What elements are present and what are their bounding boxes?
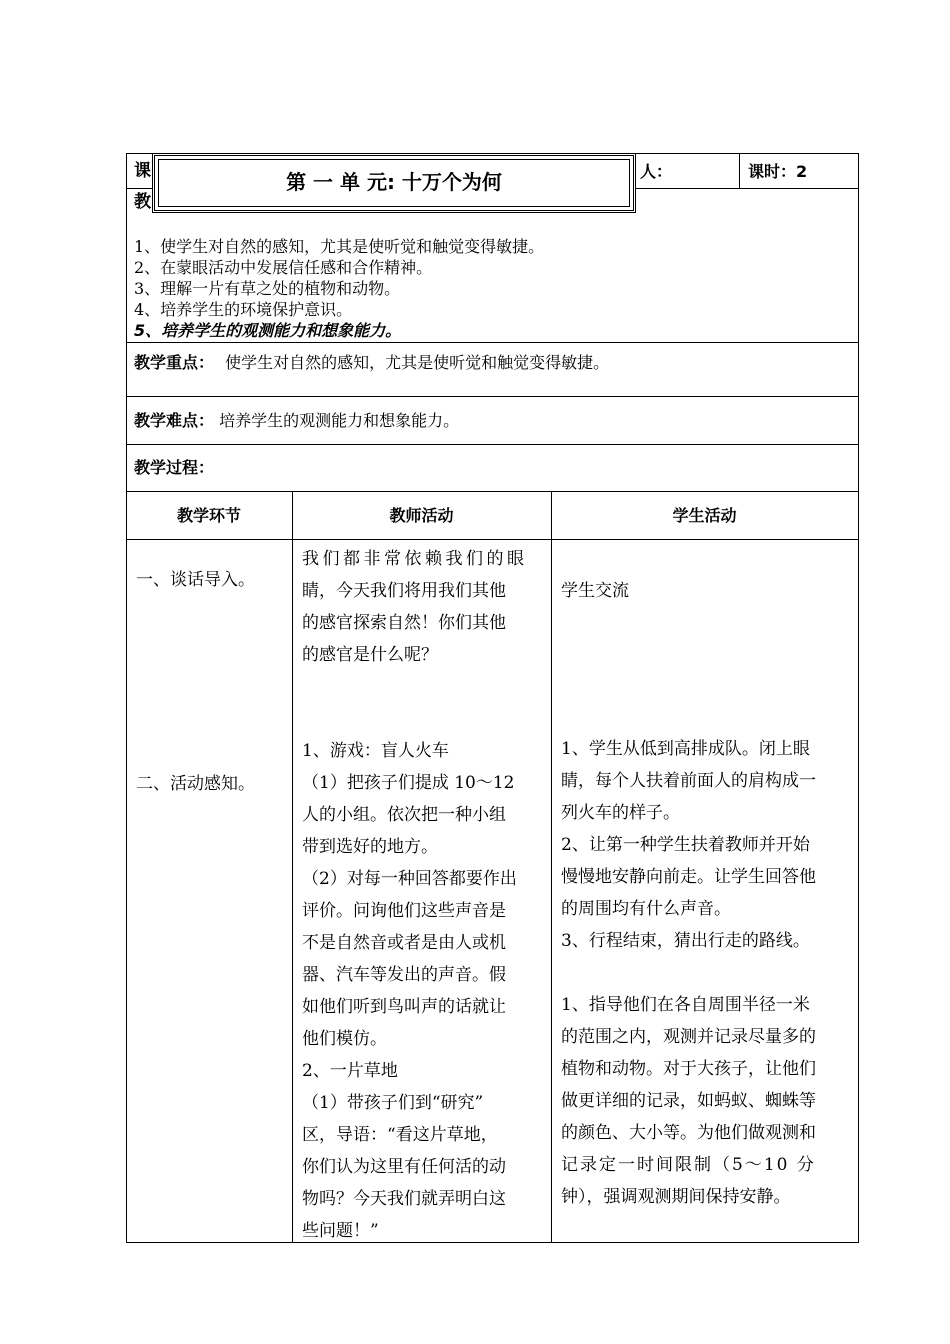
stage-activity: 二、活动感知。 bbox=[136, 774, 255, 794]
student-line: 列火车的样子。 bbox=[561, 803, 680, 823]
objective-item: 1、使学生对自然的感知，尤其是使听觉和触觉变得敏捷。 bbox=[134, 237, 545, 256]
unit-title: 第 一 单 元: 十万个为何 bbox=[286, 170, 502, 194]
row-divider-process bbox=[126, 491, 859, 492]
student-line: 的范围之内，观测并记录尽量多的 bbox=[561, 1027, 816, 1047]
teacher-line: 评价。问询他们这些声音是 bbox=[302, 901, 506, 921]
student-line: 钟），强调观测期间保持安静。 bbox=[561, 1187, 791, 1207]
row-divider-colheaders bbox=[126, 539, 859, 540]
row-divider-keypoint bbox=[126, 396, 859, 397]
objective-item: 2、在蒙眼活动中发展信任感和合作精神。 bbox=[134, 258, 433, 277]
teacher-line: 带到选好的地方。 bbox=[302, 837, 438, 857]
teacher-line: 睛，今天我们将用我们其他 bbox=[302, 581, 506, 601]
teacher-line: 物吗？今天我们就弄明白这 bbox=[302, 1189, 506, 1209]
teacher-line: 你们认为这里有任何活的动 bbox=[302, 1157, 506, 1177]
student-line: 1、学生从低到高排成队。闭上眼 bbox=[561, 739, 810, 759]
objective-item: 3、理解一片有草之处的植物和动物。 bbox=[134, 279, 401, 298]
unit-title-banner bbox=[152, 153, 636, 213]
student-line: 记录定一时间限制（5～10 分 bbox=[561, 1155, 816, 1175]
teacher-line: 区，导语：“看这片草地， bbox=[302, 1125, 498, 1145]
student-line bbox=[561, 958, 853, 990]
teacher-line bbox=[302, 704, 546, 736]
person-label: 人： bbox=[640, 162, 673, 181]
teacher-line: （1）带孩子们到“研究” bbox=[302, 1093, 484, 1113]
key-point-text: 使学生对自然的感知，尤其是使听觉和触觉变得敏捷。 bbox=[225, 353, 610, 372]
teacher-line: 我们都非常依赖我们的眼 bbox=[302, 549, 528, 569]
header-divider bbox=[739, 153, 740, 188]
key-point-label: 教学重点： bbox=[134, 353, 215, 372]
teacher-line bbox=[302, 672, 546, 704]
student-activity bbox=[561, 734, 853, 1214]
difficulty-label: 教学难点： bbox=[134, 411, 215, 430]
teacher-line: 不是自然音或者是由人或机 bbox=[302, 933, 506, 953]
col-divider-2 bbox=[551, 491, 552, 1242]
objective-item: 4、培养学生的环境保护意识。 bbox=[134, 300, 353, 319]
student-exchange: 学生交流 bbox=[561, 581, 629, 601]
student-line: 2、让第一种学生扶着教师并开始 bbox=[561, 835, 810, 855]
table-right-border bbox=[858, 153, 859, 1243]
student-line: 1、指导他们在各自周围半径一米 bbox=[561, 995, 810, 1015]
teacher-line: 些问题！” bbox=[302, 1221, 379, 1241]
student-line: 植物和动物。对于大孩子，让他们 bbox=[561, 1059, 816, 1079]
stage-intro: 一、谈话导入。 bbox=[136, 570, 255, 590]
table-left-border bbox=[126, 153, 127, 1243]
teacher-line: 1、游戏：盲人火车 bbox=[302, 741, 449, 761]
teacher-line: 他们模仿。 bbox=[302, 1029, 387, 1049]
teacher-line: （1）把孩子们提成 10～12 bbox=[302, 773, 515, 793]
col-header-stage: 教学环节 bbox=[176, 506, 241, 525]
teacher-line: 人的小组。依次把一种小组 bbox=[302, 805, 506, 825]
student-line: 的周围均有什么声音。 bbox=[561, 899, 731, 919]
row-divider-difficulty bbox=[126, 444, 859, 445]
teacher-activity bbox=[302, 544, 546, 1248]
col-divider-1 bbox=[292, 491, 293, 1242]
period-label: 课时：2 bbox=[748, 162, 808, 181]
teacher-line: 如他们听到鸟叫声的话就让 bbox=[302, 997, 506, 1017]
teacher-line: （2）对每一种回答都要作出 bbox=[302, 869, 517, 889]
course-label: 课 bbox=[134, 161, 151, 181]
teacher-line: 2、一片草地 bbox=[302, 1061, 398, 1081]
student-line: 睛，每个人扶着前面人的肩构成一 bbox=[561, 771, 816, 791]
process-label: 教学过程： bbox=[134, 458, 215, 477]
objective-item-emphasis: 5、培养学生的观测能力和想象能力。 bbox=[134, 321, 402, 340]
key-point-row bbox=[134, 352, 609, 374]
objectives-label: 教 bbox=[134, 192, 151, 212]
teacher-line: 的感官是什么呢？ bbox=[302, 645, 438, 665]
student-line: 做更详细的记录，如蚂蚁、蜘蛛等 bbox=[561, 1091, 816, 1111]
col-header-teacher: 教师活动 bbox=[389, 506, 454, 525]
col-header-student: 学生活动 bbox=[672, 506, 737, 525]
row-divider-objectives bbox=[126, 342, 859, 343]
difficulty-row bbox=[134, 410, 459, 432]
student-line: 的颜色、大小等。为他们做观测和 bbox=[561, 1123, 816, 1143]
teacher-line: 器、汽车等发出的声音。假 bbox=[302, 965, 506, 985]
student-line: 3、行程结束，猜出行走的路线。 bbox=[561, 931, 810, 951]
difficulty-text: 培养学生的观测能力和想象能力。 bbox=[219, 411, 460, 430]
student-line: 慢慢地安静向前走。让学生回答他 bbox=[561, 867, 816, 887]
teacher-line: 的感官探索自然！你们其他 bbox=[302, 613, 506, 633]
